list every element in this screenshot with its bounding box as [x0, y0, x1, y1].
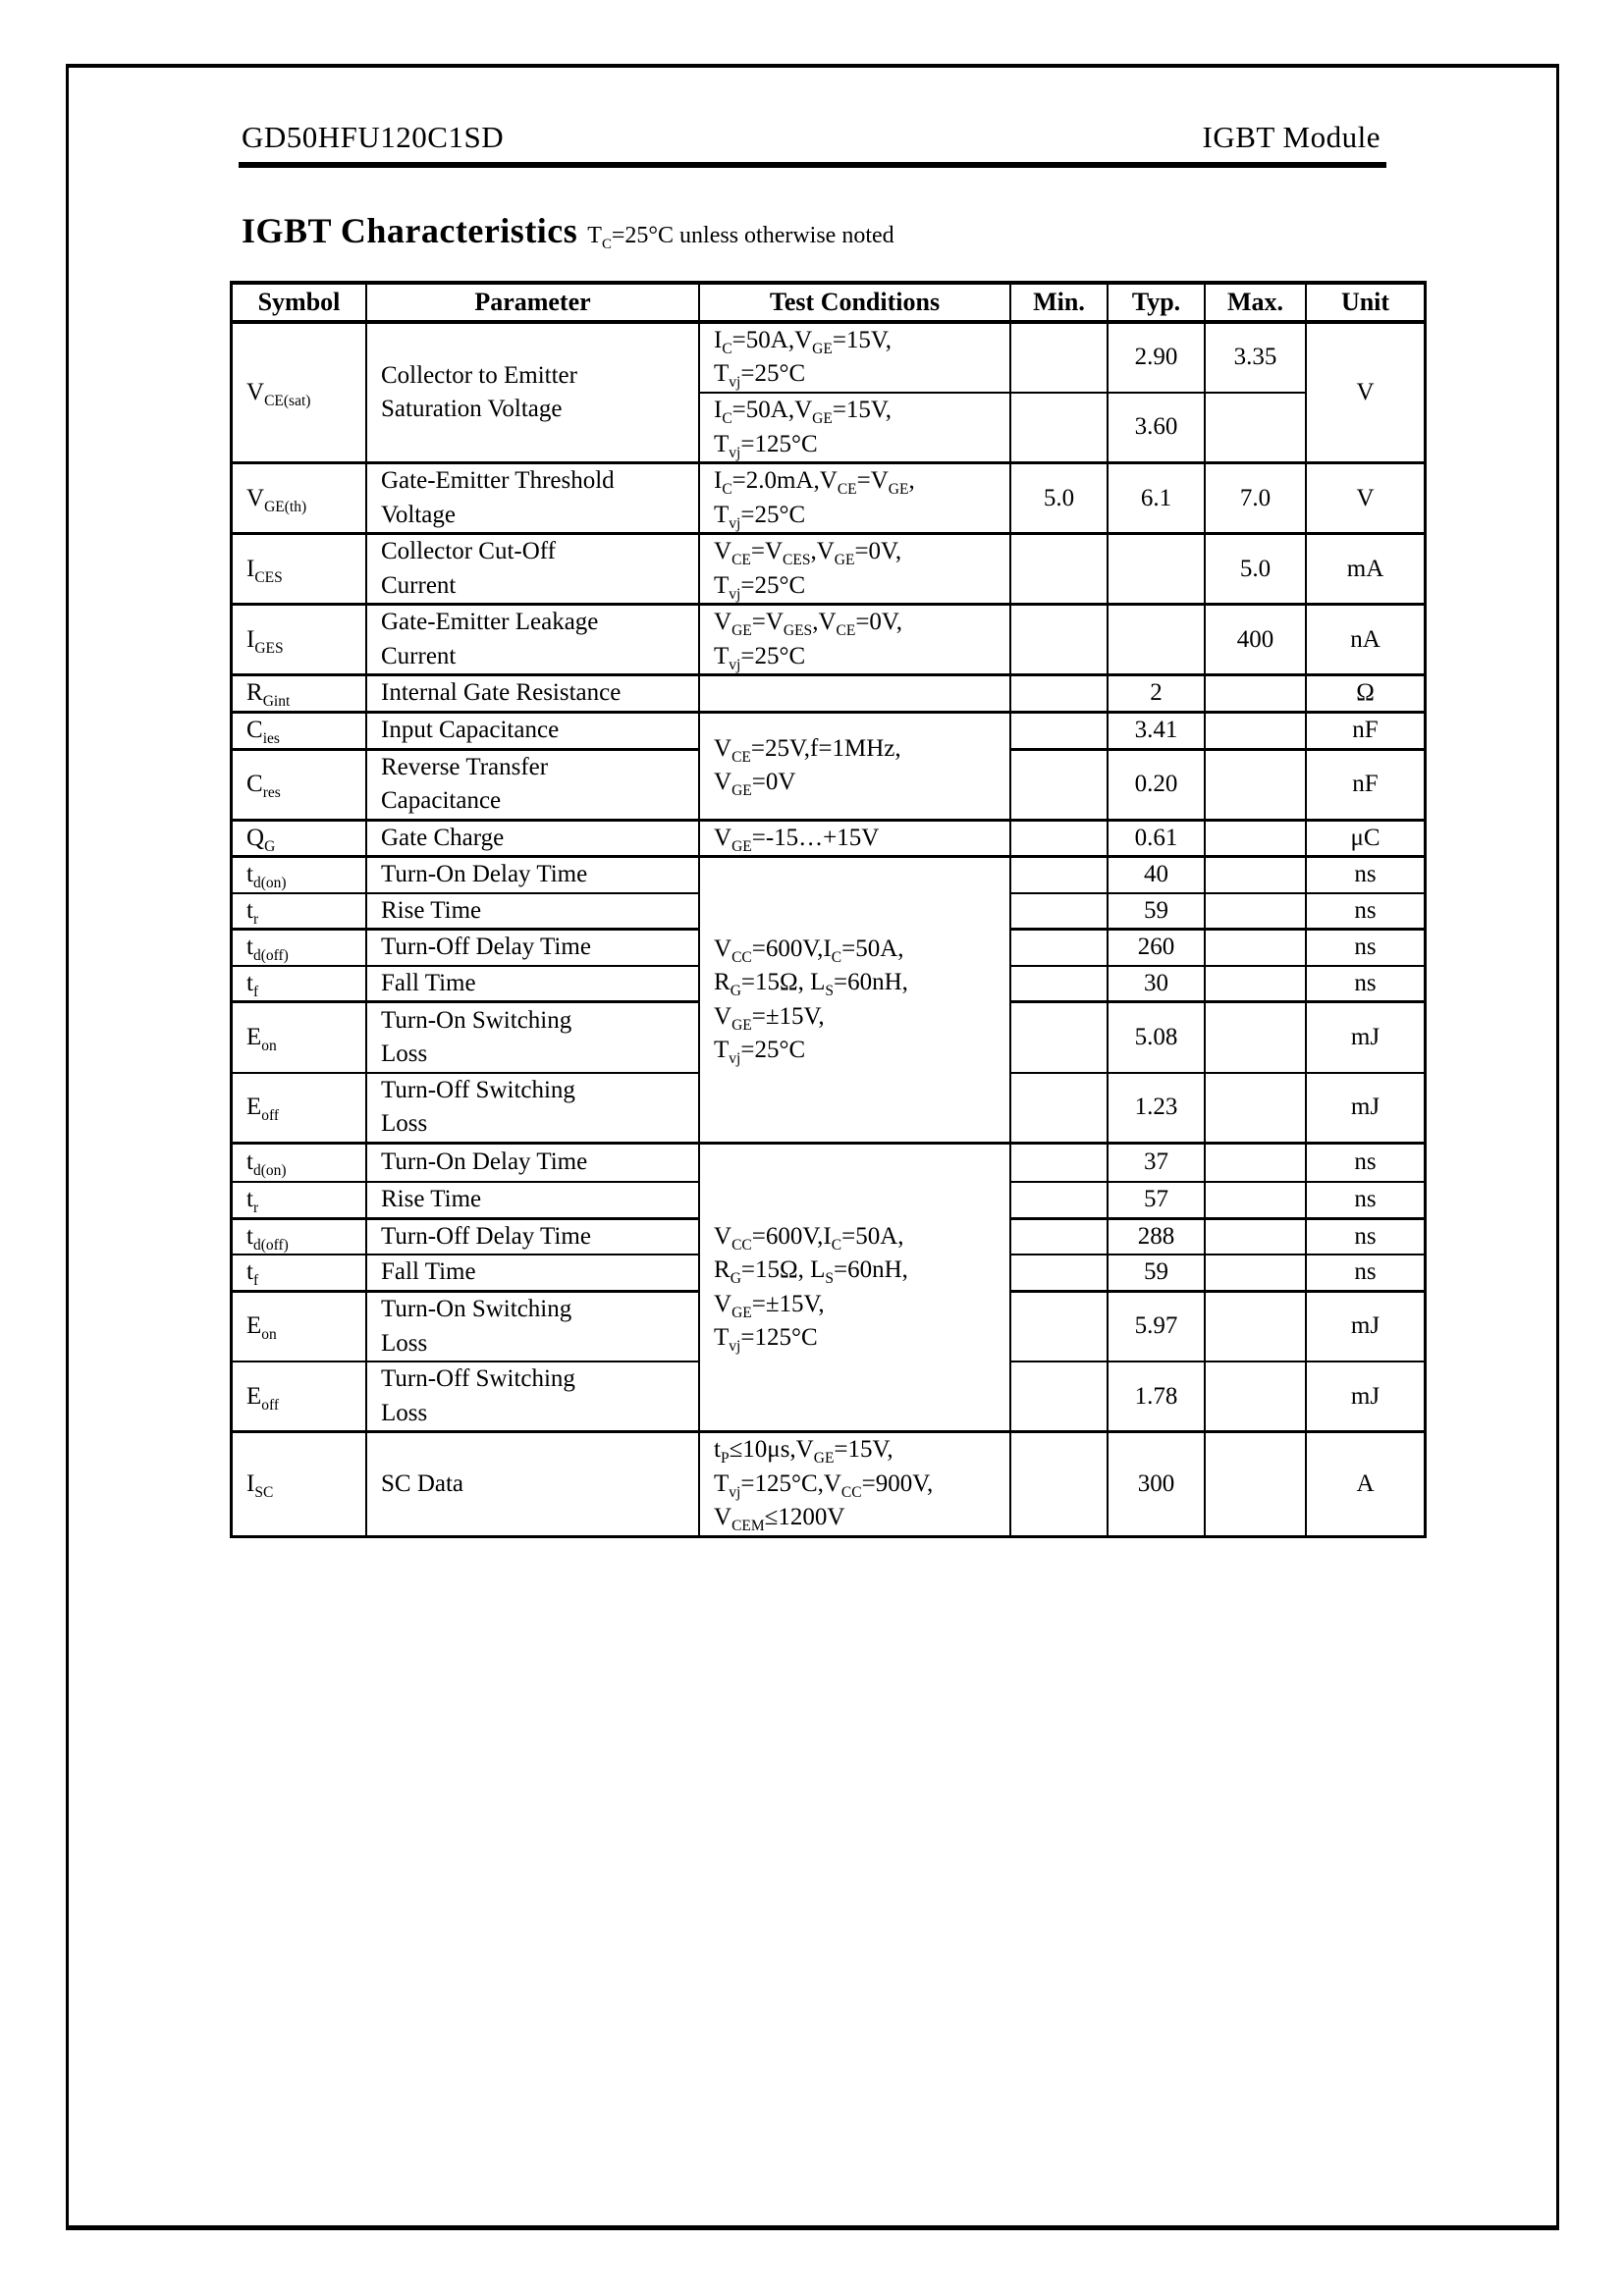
table-cell: Turn-On Delay Time — [366, 857, 699, 893]
table-cell: $t_{d(off)}$ — [232, 1218, 367, 1255]
table-cell: $C_{res}$ — [232, 749, 367, 820]
table-cell: Ω — [1306, 675, 1426, 713]
table-cell — [1010, 820, 1108, 857]
table-header-cell: Symbol — [232, 283, 367, 322]
table-cell — [1010, 1182, 1108, 1218]
table-cell: ns — [1306, 966, 1426, 1002]
table-header-row — [232, 283, 1426, 322]
table-cell: $E_{on}$ — [232, 1002, 367, 1073]
table-cell: SC Data — [366, 1432, 699, 1537]
table-cell: $I_C=2.0mA,V_{CE}=V_{GE}$, $T_{vj}=25^\circ C$ — [699, 463, 1010, 534]
table-cell: μC — [1306, 820, 1426, 857]
table-cell — [1010, 322, 1108, 393]
table-cell: mJ — [1306, 1362, 1426, 1432]
table-cell: ns — [1306, 930, 1426, 966]
table-cell — [1205, 675, 1306, 713]
table-cell: $E_{on}$ — [232, 1291, 367, 1362]
table-cell: 57 — [1108, 1182, 1205, 1218]
table-body — [232, 322, 1426, 1537]
table-cell: $V_{GE(th)}$ — [232, 463, 367, 534]
table-cell — [1205, 893, 1306, 930]
table-cell: ns — [1306, 857, 1426, 893]
table-cell: $I_{SC}$ — [232, 1432, 367, 1537]
section-title-line — [242, 210, 894, 251]
table-row — [232, 712, 1426, 749]
table-cell — [1205, 1218, 1306, 1255]
table-header-cell: Test Conditions — [699, 283, 1010, 322]
table-row — [232, 605, 1426, 675]
table-cell: 6.1 — [1108, 463, 1205, 534]
table-cell: 3.41 — [1108, 712, 1205, 749]
product-family: IGBT Module — [1202, 120, 1380, 154]
table-cell: mJ — [1306, 1002, 1426, 1073]
table-cell — [1010, 1432, 1108, 1537]
table-cell: Collector Cut-Off Current — [366, 534, 699, 605]
table-row — [232, 1432, 1426, 1537]
table-cell — [1010, 605, 1108, 675]
section-title-note: $T_C=25^\circ C$ unless otherwise noted — [587, 223, 894, 252]
table-cell: Rise Time — [366, 893, 699, 930]
table-cell: $I_{CES}$ — [232, 534, 367, 605]
table-cell: Reverse Transfer Capacitance — [366, 749, 699, 820]
table-cell — [1010, 1073, 1108, 1144]
table-cell — [1205, 1073, 1306, 1144]
table-cell: 40 — [1108, 857, 1205, 893]
table-cell: Gate Charge — [366, 820, 699, 857]
table-cell — [1205, 820, 1306, 857]
table-cell: $V_{CC}=600V,I_C=50A$, $R_G=15\Omega$, $L_S=60nH$, $V_{GE}=\pm 15V$, $T_{vj}=25^\circ C$ — [699, 857, 1010, 1144]
table-row — [232, 322, 1426, 393]
table-row — [232, 820, 1426, 857]
section-title: IGBT Characteristics — [242, 211, 578, 250]
table-row — [232, 534, 1426, 605]
table-cell — [699, 675, 1010, 713]
table-cell: 2 — [1108, 675, 1205, 713]
table-cell: 1.23 — [1108, 1073, 1205, 1144]
table-cell: 288 — [1108, 1218, 1205, 1255]
table-cell: 5.97 — [1108, 1291, 1205, 1362]
table-cell: 0.20 — [1108, 749, 1205, 820]
table-cell: V — [1306, 322, 1426, 463]
table-cell: nA — [1306, 605, 1426, 675]
table-cell: $t_f$ — [232, 1255, 367, 1291]
table-cell: $R_{Gint}$ — [232, 675, 367, 713]
table-cell — [1010, 1143, 1108, 1182]
table-cell: ns — [1306, 1182, 1426, 1218]
table-cell — [1205, 966, 1306, 1002]
table-cell: $I_C=50A,V_{GE}=15V$, $T_{vj}=25^\circ C$ — [699, 322, 1010, 393]
table-cell — [1010, 1218, 1108, 1255]
table-cell: mA — [1306, 534, 1426, 605]
table-cell: $t_r$ — [232, 893, 367, 930]
table-cell: 5.08 — [1108, 1002, 1205, 1073]
table-cell: ns — [1306, 1143, 1426, 1182]
table-cell: $V_{CE(sat)}$ — [232, 322, 367, 463]
part-number: GD50HFU120C1SD — [242, 120, 505, 154]
table-header-cell: Unit — [1306, 283, 1426, 322]
table-cell: 3.60 — [1108, 393, 1205, 463]
table-cell: $t_r$ — [232, 1182, 367, 1218]
table-cell: 5.0 — [1205, 534, 1306, 605]
table-cell — [1010, 534, 1108, 605]
table-cell: mJ — [1306, 1073, 1426, 1144]
table-cell: Turn-On Switching Loss — [366, 1291, 699, 1362]
table-row — [232, 675, 1426, 713]
table-cell — [1205, 393, 1306, 463]
table-cell — [1205, 1143, 1306, 1182]
table-cell: 260 — [1108, 930, 1205, 966]
table-head — [232, 283, 1426, 322]
table-cell — [1010, 857, 1108, 893]
table-cell: Turn-On Switching Loss — [366, 1002, 699, 1073]
table-cell: 2.90 — [1108, 322, 1205, 393]
table-cell: $t_{d(on)}$ — [232, 1143, 367, 1182]
table-cell: $t_f$ — [232, 966, 367, 1002]
table-cell — [1010, 675, 1108, 713]
table-cell: 30 — [1108, 966, 1205, 1002]
table-cell: Fall Time — [366, 966, 699, 1002]
table-cell — [1205, 1182, 1306, 1218]
table-header-cell: Min. — [1010, 283, 1108, 322]
table-cell — [1108, 534, 1205, 605]
table-cell: 7.0 — [1205, 463, 1306, 534]
table-cell: Internal Gate Resistance — [366, 675, 699, 713]
table-cell — [1010, 749, 1108, 820]
table-cell — [1010, 930, 1108, 966]
table-cell: 0.61 — [1108, 820, 1205, 857]
table-cell — [1010, 1255, 1108, 1291]
table-cell — [1010, 893, 1108, 930]
table-cell — [1010, 1291, 1108, 1362]
table-row — [232, 857, 1426, 893]
table-cell: $V_{CE}=V_{CES},V_{GE}=0V$, $T_{vj}=25^\circ C$ — [699, 534, 1010, 605]
table-cell: V — [1306, 463, 1426, 534]
table-cell: $E_{off}$ — [232, 1073, 367, 1144]
table-cell: ns — [1306, 893, 1426, 930]
table-cell: 5.0 — [1010, 463, 1108, 534]
table-row — [232, 1143, 1426, 1182]
table-cell: 400 — [1205, 605, 1306, 675]
table-cell: A — [1306, 1432, 1426, 1537]
table-cell: nF — [1306, 712, 1426, 749]
table-cell: $V_{CC}=600V,I_C=50A$, $R_G=15\Omega$, $L_S=60nH$, $V_{GE}=\pm 15V$, $T_{vj}=125^\circ C$ — [699, 1143, 1010, 1432]
table-row — [232, 463, 1426, 534]
table-cell: $C_{ies}$ — [232, 712, 367, 749]
table-cell — [1205, 1002, 1306, 1073]
table-cell: $V_{CE}=25V,f=1MHz$, $V_{GE}=0V$ — [699, 712, 1010, 820]
table-cell: 1.78 — [1108, 1362, 1205, 1432]
table-cell — [1010, 1362, 1108, 1432]
header-rule — [239, 162, 1386, 168]
table-cell: ns — [1306, 1255, 1426, 1291]
table-cell: $t_{d(on)}$ — [232, 857, 367, 893]
table-cell: 3.35 — [1205, 322, 1306, 393]
table-cell — [1205, 712, 1306, 749]
table-cell: Turn-Off Switching Loss — [366, 1362, 699, 1432]
table-cell: Turn-Off Switching Loss — [366, 1073, 699, 1144]
table-header-cell: Typ. — [1108, 283, 1205, 322]
table-cell: Turn-On Delay Time — [366, 1143, 699, 1182]
table-cell: ns — [1306, 1218, 1426, 1255]
table-cell: nF — [1306, 749, 1426, 820]
table-cell: $I_{GES}$ — [232, 605, 367, 675]
table-cell: Gate-Emitter Leakage Current — [366, 605, 699, 675]
table-cell — [1205, 857, 1306, 893]
table-cell — [1205, 1291, 1306, 1362]
table-cell: Rise Time — [366, 1182, 699, 1218]
table-cell: $V_{GE}=-15\dots+15V$ — [699, 820, 1010, 857]
table-header-cell: Max. — [1205, 283, 1306, 322]
table-cell: Turn-Off Delay Time — [366, 930, 699, 966]
table-cell — [1205, 749, 1306, 820]
table-cell: 37 — [1108, 1143, 1205, 1182]
table-cell — [1010, 966, 1108, 1002]
table-cell: Turn-Off Delay Time — [366, 1218, 699, 1255]
table-cell: $Q_G$ — [232, 820, 367, 857]
characteristics-table-wrap — [230, 281, 1427, 1538]
table-cell: 59 — [1108, 893, 1205, 930]
table-cell: Collector to Emitter Saturation Voltage — [366, 322, 699, 463]
table-cell: $V_{GE}=V_{GES},V_{CE}=0V$, $T_{vj}=25^\circ C$ — [699, 605, 1010, 675]
table-cell — [1010, 393, 1108, 463]
table-cell — [1108, 605, 1205, 675]
table-header-cell: Parameter — [366, 283, 699, 322]
table-cell — [1010, 1002, 1108, 1073]
table-cell: 300 — [1108, 1432, 1205, 1537]
table-cell: Input Capacitance — [366, 712, 699, 749]
table-cell — [1010, 712, 1108, 749]
page-header — [242, 120, 1380, 155]
table-cell — [1205, 1362, 1306, 1432]
table-cell — [1205, 930, 1306, 966]
table-cell: mJ — [1306, 1291, 1426, 1362]
table-cell: $I_C=50A,V_{GE}=15V$, $T_{vj}=125^\circ C$ — [699, 393, 1010, 463]
table-cell: $E_{off}$ — [232, 1362, 367, 1432]
table-cell — [1205, 1255, 1306, 1291]
table-cell: $t_P\le 10\mu s,V_{GE}=15V$, $T_{vj}=125^\circ C,V_{CC}=900V$, $V_{CEM}\le 1200V$ — [699, 1432, 1010, 1537]
characteristics-table — [230, 281, 1427, 1538]
table-cell — [1205, 1432, 1306, 1537]
table-cell: Gate-Emitter Threshold Voltage — [366, 463, 699, 534]
table-cell: $t_{d(off)}$ — [232, 930, 367, 966]
table-cell: 59 — [1108, 1255, 1205, 1291]
table-cell: Fall Time — [366, 1255, 699, 1291]
